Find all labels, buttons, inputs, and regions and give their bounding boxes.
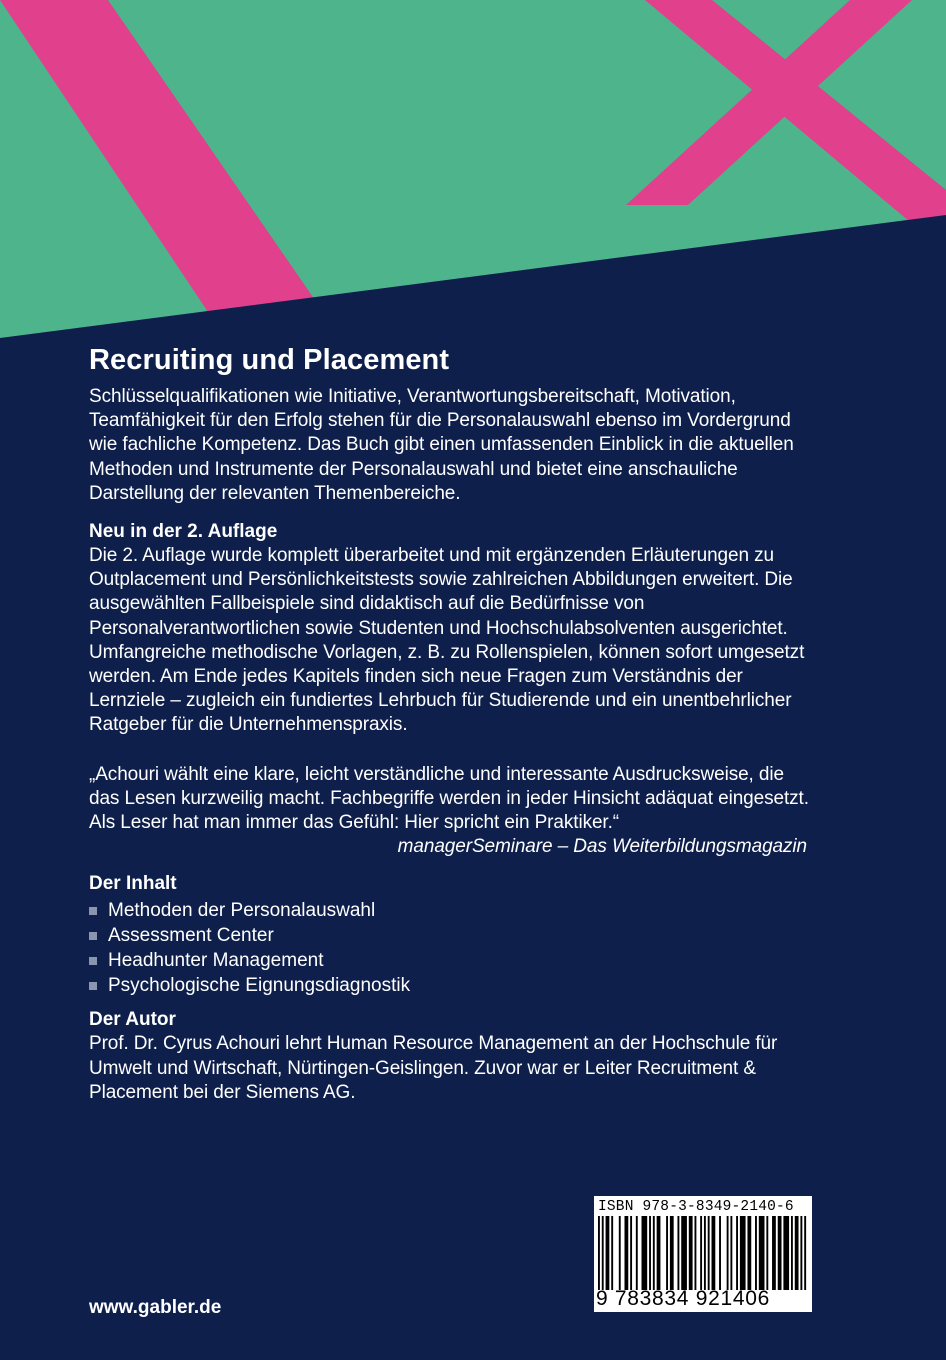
review-quote xyxy=(89,763,819,860)
contents-section xyxy=(89,872,819,998)
isbn-barcode xyxy=(594,1196,812,1312)
publisher-website[interactable]: www.gabler.de xyxy=(89,1297,222,1318)
barcode-bar xyxy=(747,1216,751,1290)
isbn-label: ISBN 978-3-8349-2140-6 xyxy=(598,1199,794,1215)
barcode-bar xyxy=(636,1216,638,1290)
barcode-bar xyxy=(759,1216,765,1290)
barcode-bar xyxy=(804,1216,806,1290)
barcode-bar xyxy=(736,1216,738,1290)
barcode-bar xyxy=(677,1216,679,1290)
list-item: Headhunter Management xyxy=(89,948,819,973)
book-title: Recruiting und Placement xyxy=(89,344,450,376)
barcode-bar xyxy=(791,1216,793,1290)
barcode-bar xyxy=(624,1216,628,1290)
barcode-bar xyxy=(712,1216,716,1290)
barcode-bar xyxy=(755,1216,757,1290)
author-heading: Der Autor xyxy=(89,1009,176,1031)
barcode-bar xyxy=(653,1216,655,1290)
barcode-bar xyxy=(606,1216,610,1290)
new-edition-text: Die 2. Auflage wurde komplett überarbeitet und mit ergänzenden Erläuterungen zu Outplacement und Persönlichkeitstests sowie zahlreichen Abbildungen erweitert. Die ausgewählten Fallbeispiele sind didaktisch auf die Bedürfnisse von Personalverantwortlichen sowie Studenten und Hochschulabsolventen ausgerichtet. Umfangreiche methodische Vorlagen, z. B. zu Rollenspielen, können sofort umgesetzt werden. Am Ende jedes Kapitels finden sich neue Fragen zum Verständnis der Lernziele – zugleich ein fundiertes Lehrbuch für Studierende und ein unentbehrlicher Ratgeber für die Unternehmenspraxis. xyxy=(89,545,805,736)
list-item: Assessment Center xyxy=(89,923,819,948)
barcode-bar xyxy=(689,1216,693,1290)
barcode-bar xyxy=(766,1216,768,1290)
barcode-bar xyxy=(611,1216,613,1290)
barcode-bar xyxy=(700,1216,702,1290)
contents-list xyxy=(89,898,819,998)
barcode-bar xyxy=(708,1216,710,1290)
square-bullet-icon xyxy=(89,907,97,915)
barcode-bars xyxy=(598,1216,808,1290)
barcode-bar xyxy=(800,1216,802,1290)
barcode-bar xyxy=(642,1216,648,1290)
isbn-digits: 9 783834 921406 xyxy=(596,1287,770,1310)
barcode-bar xyxy=(783,1216,789,1290)
list-item: Methoden der Personalauswahl xyxy=(89,898,819,923)
author-section xyxy=(89,1008,819,1105)
new-edition-heading: Neu in der 2. Auflage xyxy=(89,521,278,543)
barcode-bar xyxy=(681,1216,687,1290)
barcode-bar xyxy=(598,1216,600,1290)
square-bullet-icon xyxy=(89,957,97,965)
barcode-bar xyxy=(619,1216,621,1290)
barcode-bar xyxy=(727,1216,729,1290)
contents-heading: Der Inhalt xyxy=(89,873,177,895)
barcode-bar xyxy=(649,1216,651,1290)
barcode-bar xyxy=(730,1216,732,1290)
barcode-bar xyxy=(657,1216,661,1290)
cover-art-stripes xyxy=(0,0,946,345)
barcode-bar xyxy=(772,1216,776,1290)
list-item: Psychologische Eignungsdiagnostik xyxy=(89,973,819,998)
quote-text: „Achouri wählt eine klare, leicht verständliche und interessante Ausdrucksweise, die das Lesen kurzweilig macht. Fachbegriffe werden in jeder Hinsicht adäquat eingesetzt. Als Leser hat man immer das Gefühl: Hier spricht ein Praktiker.“ xyxy=(89,763,809,834)
barcode-bar xyxy=(602,1216,604,1290)
intro-paragraph: Schlüsselqualifikationen wie Initiative, Verantwortungsbereitschaft, Motivation, Teamfähigkeit für den Erfolg stehen für die Personalauswahl ebenso im Vordergrund wie fachliche Kompetenz. Das Buch gibt einen umfassenden Einblick in die aktuellen Methoden und Instrumente der Personalauswahl und bietet eine anschauliche Darstellung der relevanten Themenbereiche. xyxy=(89,386,794,504)
barcode-bar xyxy=(704,1216,706,1290)
barcode-bar xyxy=(719,1216,721,1290)
barcode-bar xyxy=(778,1216,782,1290)
quote-source: managerSeminare – Das Weiterbildungsmagazin xyxy=(397,836,807,858)
barcode-bar xyxy=(795,1216,799,1290)
new-edition-section xyxy=(89,520,819,738)
author-text: Prof. Dr. Cyrus Achouri lehrt Human Resource Management an der Hochschule für Umwelt und Wirtschaft, Nürtingen-Geislingen. Zuvor war er Leiter Recruitment & Placement bei der Siemens AG. xyxy=(89,1033,778,1103)
square-bullet-icon xyxy=(89,982,97,990)
barcode-bar xyxy=(740,1216,746,1290)
barcode-bar xyxy=(630,1216,632,1290)
square-bullet-icon xyxy=(89,932,97,940)
barcode-bar xyxy=(694,1216,696,1290)
barcode-bar xyxy=(670,1216,674,1290)
barcode-bar xyxy=(666,1216,668,1290)
back-cover-text xyxy=(89,338,819,1105)
